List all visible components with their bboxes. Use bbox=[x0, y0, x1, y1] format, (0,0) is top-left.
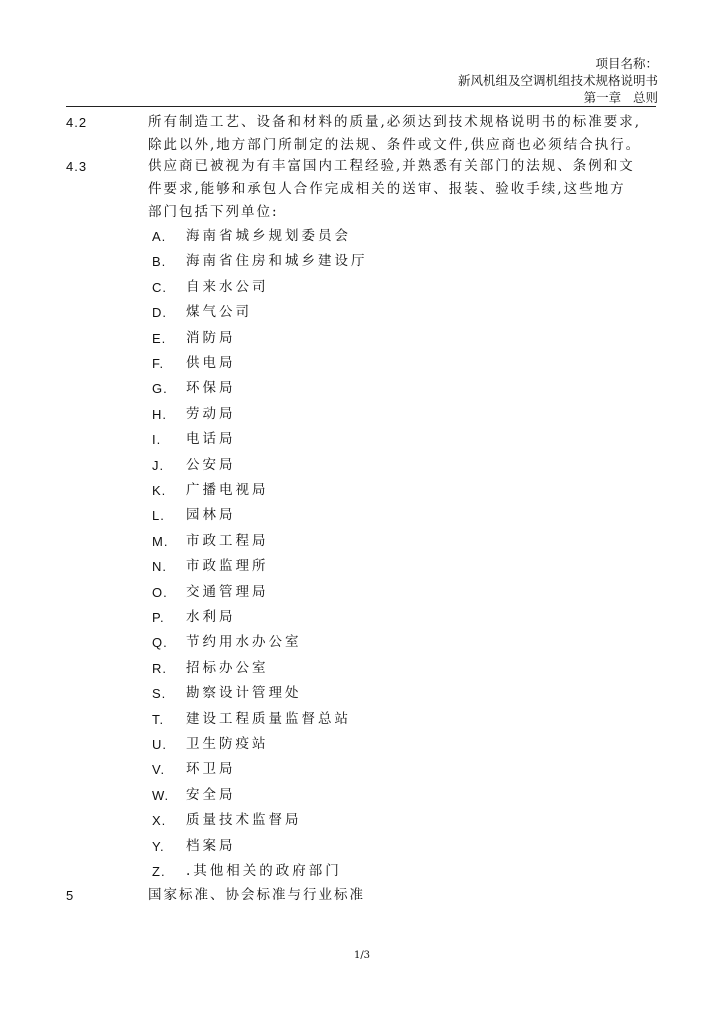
list-item-letter: O. bbox=[152, 584, 168, 600]
list-item-letter: X. bbox=[152, 813, 167, 829]
list-item-name: 安全局 bbox=[186, 786, 236, 803]
list-item-name: 环卫局 bbox=[186, 761, 236, 778]
list-item-letter: M. bbox=[152, 533, 169, 549]
section-heading bbox=[148, 884, 660, 907]
list-item-letter: P. bbox=[152, 610, 165, 625]
list-item bbox=[0, 326, 724, 351]
section-number: 5 bbox=[66, 888, 75, 903]
list-item-name: 质量技术监督局 bbox=[186, 812, 302, 829]
list-item-letter: I. bbox=[152, 432, 162, 448]
list-item-name: .其他相关的政府部门 bbox=[186, 863, 342, 879]
list-item-letter: E. bbox=[152, 330, 167, 346]
list-item bbox=[0, 351, 724, 376]
section-paragraph bbox=[148, 155, 660, 224]
list-item-name: 广播电视局 bbox=[186, 482, 269, 498]
list-item-letter: Q. bbox=[152, 635, 168, 651]
list-item bbox=[0, 427, 724, 452]
list-item-name: 劳动局 bbox=[186, 405, 236, 422]
list-item-letter: B. bbox=[152, 254, 167, 270]
list-item-letter: A. bbox=[152, 229, 167, 244]
list-item bbox=[0, 402, 724, 427]
list-item bbox=[0, 783, 724, 808]
list-item bbox=[0, 478, 724, 503]
list-item bbox=[0, 757, 724, 782]
list-item-name: 档案局 bbox=[186, 837, 236, 854]
list-item bbox=[0, 859, 724, 884]
list-item-letter: D. bbox=[152, 305, 167, 321]
list-item-letter: N. bbox=[152, 559, 167, 575]
list-item bbox=[0, 681, 724, 706]
list-item-letter: R. bbox=[152, 660, 167, 676]
list-item bbox=[0, 834, 724, 859]
list-item-letter: G. bbox=[152, 381, 168, 397]
list-item bbox=[0, 707, 724, 732]
list-item-name: 消防局 bbox=[186, 329, 236, 346]
paragraph-line: 件要求,能够和承包人合作完成相关的送审、报装、验收手续,这些地方 bbox=[148, 181, 626, 197]
list-item bbox=[0, 529, 724, 554]
list-item-letter: H. bbox=[152, 406, 167, 422]
list-item-name: 节约用水办公室 bbox=[186, 634, 302, 651]
list-item-letter: Y. bbox=[152, 838, 165, 854]
list-item-name: 供电局 bbox=[186, 355, 236, 371]
list-item bbox=[0, 580, 724, 605]
list-item-name: 市政监理所 bbox=[186, 558, 269, 575]
list-item bbox=[0, 224, 724, 249]
list-item-name: 交通管理局 bbox=[186, 583, 269, 600]
section-number: 4.3 bbox=[66, 159, 88, 174]
list-item-name: 环保局 bbox=[186, 380, 236, 397]
list-item bbox=[0, 453, 724, 478]
list-item bbox=[0, 376, 724, 401]
list-item-name: 煤气公司 bbox=[186, 304, 252, 321]
list-item-letter: W. bbox=[152, 787, 170, 803]
list-item-name: 勘察设计管理处 bbox=[186, 685, 302, 702]
list-item-name: 卫生防疫站 bbox=[186, 736, 269, 752]
list-item-letter: C. bbox=[152, 279, 167, 295]
list-item-letter: T. bbox=[152, 711, 165, 727]
list-item bbox=[0, 732, 724, 757]
list-item bbox=[0, 554, 724, 579]
list-item-name: 园林局 bbox=[186, 507, 236, 524]
list-item-name: 建设工程质量监督总站 bbox=[186, 710, 351, 727]
list-item bbox=[0, 503, 724, 528]
paragraph-line: 所有制造工艺、设备和材料的质量,必须达到技术规格说明书的标准要求, bbox=[148, 114, 642, 130]
paragraph-line: 供应商已被视为有丰富国内工程经验,并熟悉有关部门的法规、条例和文 bbox=[148, 158, 635, 174]
list-item-letter: Z. bbox=[152, 864, 166, 879]
list-item-name: 海南省城乡规划委员会 bbox=[186, 228, 351, 244]
list-item-name: 招标办公室 bbox=[186, 659, 269, 676]
list-item bbox=[0, 656, 724, 681]
list-item bbox=[0, 808, 724, 833]
list-item bbox=[0, 275, 724, 300]
list-item-letter: S. bbox=[152, 686, 167, 702]
header-divider bbox=[66, 106, 656, 107]
list-item-name: 水利局 bbox=[186, 609, 236, 625]
section-number: 4.2 bbox=[66, 115, 88, 130]
paragraph-line: 除此以外,地方部门所制定的法规、条件或文件,供应商也必须结合执行。 bbox=[148, 137, 642, 153]
project-label: 项目名称： bbox=[595, 56, 658, 71]
list-item-name: 电话局 bbox=[186, 431, 236, 448]
chapter-title: 第一章 总则 bbox=[583, 90, 658, 105]
list-item-name: 自来水公司 bbox=[186, 278, 269, 295]
list-item-letter: K. bbox=[152, 483, 167, 498]
page-number: 1/3 bbox=[353, 950, 371, 961]
page-header bbox=[458, 55, 658, 106]
paragraph-line: 部门包括下列单位: bbox=[148, 204, 279, 220]
list-item bbox=[0, 300, 724, 325]
list-item-name: 公安局 bbox=[186, 456, 236, 473]
list-item bbox=[0, 630, 724, 655]
project-name: 新风机组及空调机组技术规格说明书 bbox=[457, 73, 658, 88]
list-item-letter: L. bbox=[152, 508, 165, 524]
list-item-letter: J. bbox=[152, 457, 165, 473]
list-item-letter: F. bbox=[152, 356, 165, 371]
list-item bbox=[0, 249, 724, 274]
section-paragraph bbox=[148, 111, 660, 157]
list-item-name: 市政工程局 bbox=[186, 532, 269, 549]
list-item bbox=[0, 605, 724, 630]
list-item-letter: U. bbox=[152, 737, 167, 752]
section-title: 国家标准、协会标准与行业标准 bbox=[148, 887, 365, 903]
list-item-letter: V. bbox=[152, 762, 166, 778]
list-item-name: 海南省住房和城乡建设厅 bbox=[186, 253, 368, 270]
